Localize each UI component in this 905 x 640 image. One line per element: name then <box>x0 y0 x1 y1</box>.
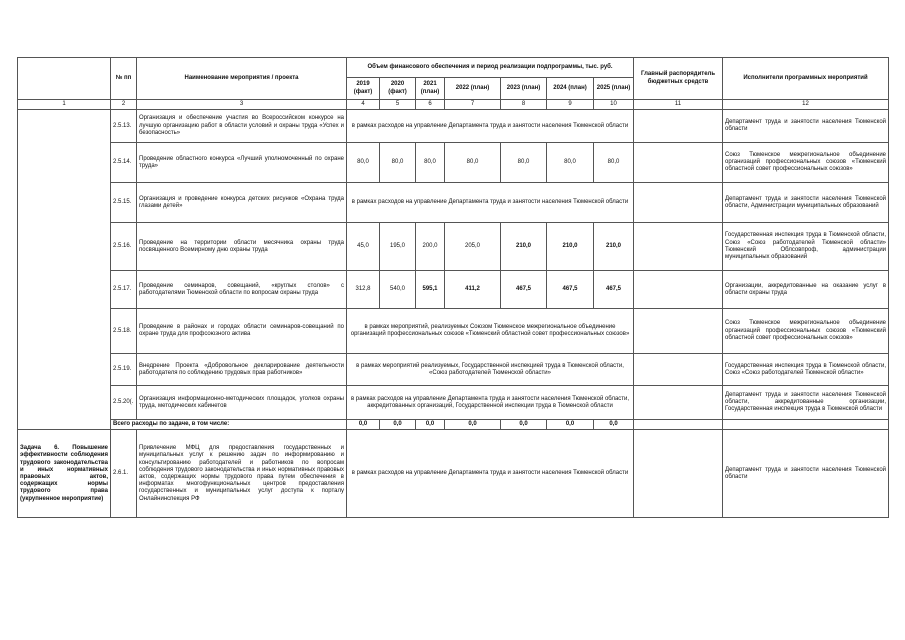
finance-value: 80,0 <box>547 143 594 183</box>
activity-number: 2.5.19. <box>111 354 137 386</box>
finance-value: 80,0 <box>380 143 416 183</box>
activity-row <box>18 223 889 271</box>
budget-manager <box>634 420 723 430</box>
finance-value: 195,0 <box>380 223 416 271</box>
task6-label: Задача 6. Повышение эффективности соблюдения трудового законодательства и иных нормативных правовых актов, содержащих нормы трудового права (укрупненное мероприятие) <box>18 430 111 518</box>
finance-value: 467,5 <box>547 271 594 309</box>
header-year-2021: 2021 (план) <box>416 78 445 100</box>
task-total-row <box>18 420 889 430</box>
financing-note: в рамках мероприятий, реализуемых Союзом Тюменское межрегиональное объединение организаций профессиональных союзов «Тюменский областной совет профессиональных союзов» <box>347 309 634 354</box>
finance-value: 312,8 <box>347 271 380 309</box>
finance-value: 210,0 <box>501 223 547 271</box>
activity-name: Проведение семинаров, совещаний, «круглых столов» с работодателями Тюменской области по вопросам охраны труда <box>137 271 347 309</box>
activity-executors <box>723 420 889 430</box>
header-year-2025: 2025 (план) <box>594 78 634 100</box>
column-number: 6 <box>416 100 445 110</box>
header-year-2024: 2024 (план) <box>547 78 594 100</box>
financing-note: в рамках расходов на управление Департамента труда и занятости населения Тюменской области <box>347 183 634 223</box>
task-cell-empty <box>18 110 111 430</box>
task-total-value: 0,0 <box>445 420 501 430</box>
header-blank <box>18 58 111 100</box>
budget-manager <box>634 143 723 183</box>
finance-value: 200,0 <box>416 223 445 271</box>
financing-note: в рамках расходов на управление Департамента труда и занятости населения Тюменской области, аккредитованных организаций, Государственной инспекции труда в Тюменской области <box>347 386 634 420</box>
header-year-2020: 2020 (факт) <box>380 78 416 100</box>
program-activities-table <box>17 57 889 518</box>
task-total-value: 0,0 <box>380 420 416 430</box>
budget-manager <box>634 110 723 143</box>
financing-note: в рамках расходов на управление Департамента труда и занятости населения Тюменской области <box>347 110 634 143</box>
financing-note: в рамках расходов на управление Департамента труда и занятости населения Тюменской области <box>347 430 634 518</box>
column-number: 12 <box>723 100 889 110</box>
header-name: Наименование мероприятия / проекта <box>137 58 347 100</box>
column-number: 7 <box>445 100 501 110</box>
header-num: № пп <box>111 58 137 100</box>
finance-value: 595,1 <box>416 271 445 309</box>
task-total-label: Всего расходы по задаче, в том числе: <box>111 420 347 430</box>
budget-manager <box>634 309 723 354</box>
header-year-2023: 2023 (план) <box>501 78 547 100</box>
activity-name: Проведение в районах и городах области семинаров-совещаний по охране труда для профсоюзного актива <box>137 309 347 354</box>
activity-name: Организация и обеспечение участия во Всероссийском конкурсе на лучшую организацию работ в области условий и охраны труда «Успех и безопасность» <box>137 110 347 143</box>
activity-executors: Департамент труда и занятости населения Тюменской области <box>723 430 889 518</box>
finance-value: 80,0 <box>347 143 380 183</box>
finance-value: 80,0 <box>594 143 634 183</box>
activity-number: 2.5.15. <box>111 183 137 223</box>
activity-row <box>18 354 889 386</box>
activity-executors: Департамент труда и занятости населения Тюменской области, аккредитованные организации, Государственная инспекция труда в Тюменской области <box>723 386 889 420</box>
activity-number: 2.5.16. <box>111 223 137 271</box>
finance-value: 80,0 <box>501 143 547 183</box>
activity-executors: Организации, аккредитованные на оказание услуг в области охраны труда <box>723 271 889 309</box>
activity-name: Внедрение Проекта «Добровольное декларирование деятельности работодателя по соблюдению трудовых прав работников» <box>137 354 347 386</box>
header-row-1 <box>18 58 889 78</box>
header-year-2019: 2019 (факт) <box>347 78 380 100</box>
activity-number: 2.5.14. <box>111 143 137 183</box>
activity-executors: Союз Тюменское межрегиональное объединение организаций профессиональных союзов «Тюменский областной совет профессиональных союзов» <box>723 309 889 354</box>
column-number: 9 <box>547 100 594 110</box>
finance-value: 80,0 <box>416 143 445 183</box>
budget-manager <box>634 223 723 271</box>
column-number-row <box>18 100 889 110</box>
activity-executors: Государственная инспекция труда в Тюменской области, Союз «Союз работодателей Тюменской области» <box>723 354 889 386</box>
task-total-value: 0,0 <box>547 420 594 430</box>
activity-row <box>18 309 889 354</box>
task-total-value: 0,0 <box>416 420 445 430</box>
activity-executors: Департамент труда и занятости населения Тюменской области, Администрации муниципальных образований <box>723 183 889 223</box>
column-number: 3 <box>137 100 347 110</box>
finance-value: 540,0 <box>380 271 416 309</box>
budget-manager <box>634 271 723 309</box>
activity-name: Организация и проведение конкурса детских рисунков «Охрана труда глазами детей» <box>137 183 347 223</box>
column-number: 11 <box>634 100 723 110</box>
header-manager: Главный распорядитель бюджетных средств <box>634 58 723 100</box>
column-number: 2 <box>111 100 137 110</box>
budget-manager <box>634 354 723 386</box>
finance-value: 467,5 <box>501 271 547 309</box>
program-table-sheet <box>17 57 888 518</box>
finance-value: 205,0 <box>445 223 501 271</box>
activity-name: Привлечение МФЦ для предоставления государственных и муниципальных услуг к решению задач по информированию и консультированию работодателей и работников по вопросам соблюдения трудового законодательства и иных нормативных правовых актов, содержащих нормы трудового права путем обеспечения в информатах многофункциональных центров предоставления государственных и муниципальных услуг доступа к порталу Онлайнинспекция РФ <box>137 430 347 518</box>
activity-executors: Департамент труда и занятости населения Тюменской области <box>723 110 889 143</box>
activity-row <box>18 386 889 420</box>
column-number: 1 <box>18 100 111 110</box>
column-number: 10 <box>594 100 634 110</box>
activity-row <box>18 183 889 223</box>
activity-row <box>18 110 889 143</box>
finance-value: 45,0 <box>347 223 380 271</box>
header-finance: Объем финансового обеспечения и период реализации подпрограммы, тыс. руб. <box>347 58 634 78</box>
activity-executors: Союз Тюменское межрегиональное объединение организаций профессиональных союзов «Тюменский областной совет профессиональных союзов» <box>723 143 889 183</box>
finance-value: 467,5 <box>594 271 634 309</box>
header-executors: Исполнители программных мероприятий <box>723 58 889 100</box>
budget-manager <box>634 183 723 223</box>
activity-number: 2.5.13. <box>111 110 137 143</box>
activity-number: 2.6.1. <box>111 430 137 518</box>
task-total-value: 0,0 <box>347 420 380 430</box>
activity-row <box>18 271 889 309</box>
activity-number: 2.5.18. <box>111 309 137 354</box>
task-total-value: 0,0 <box>501 420 547 430</box>
financing-note: в рамках мероприятий реализуемых, Государственной инспекцией труда в Тюменской области, «Союз работодателей Тюменской области» <box>347 354 634 386</box>
activity-name: Проведение областного конкурса «Лучший уполномоченный по охране труда» <box>137 143 347 183</box>
column-number: 5 <box>380 100 416 110</box>
budget-manager <box>634 430 723 518</box>
finance-value: 411,2 <box>445 271 501 309</box>
column-number: 4 <box>347 100 380 110</box>
activity-name: Проведение на территории области месячника охраны труда посвященного Всемирному дню охраны труда <box>137 223 347 271</box>
activity-number: 2.5.17. <box>111 271 137 309</box>
column-number: 8 <box>501 100 547 110</box>
finance-value: 80,0 <box>445 143 501 183</box>
task-total-value: 0,0 <box>594 420 634 430</box>
activity-row <box>18 143 889 183</box>
finance-value: 210,0 <box>547 223 594 271</box>
activity-name: Организация информационно-методических площадок, уголков охраны труда, методических кабинетов <box>137 386 347 420</box>
header-year-2022: 2022 (план) <box>445 78 501 100</box>
activity-number: 2.5.20(. <box>111 386 137 420</box>
finance-value: 210,0 <box>594 223 634 271</box>
activity-executors: Государственная инспекция труда в Тюменской области, Союз «Союз работодателей Тюменской области» Тюменский Облсовпроф, администрации муниципальных образований <box>723 223 889 271</box>
task6-row <box>18 430 889 518</box>
budget-manager <box>634 386 723 420</box>
